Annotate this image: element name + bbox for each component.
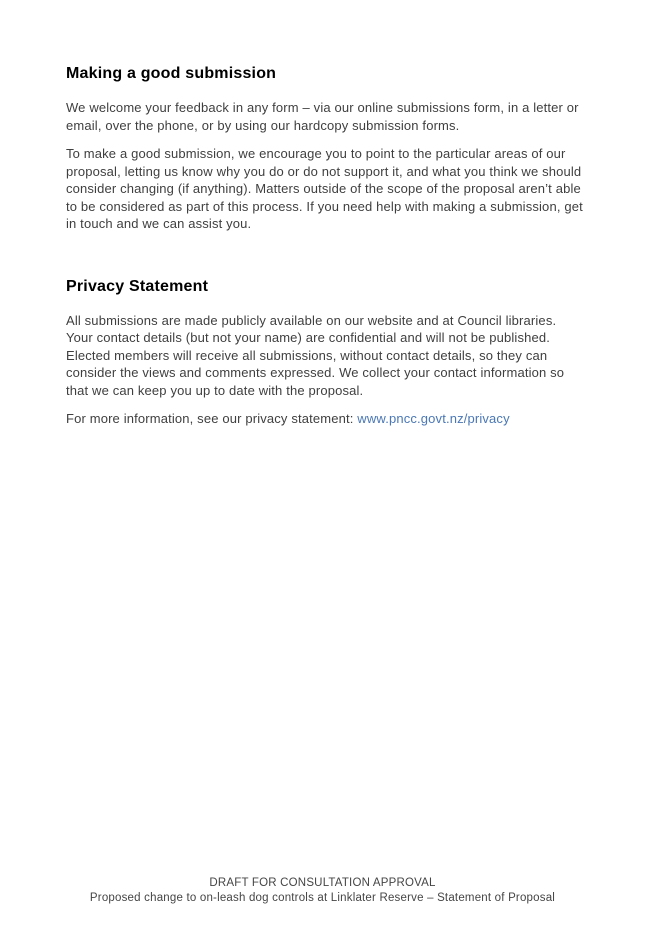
footer-document-title-line: Proposed change to on-leash dog controls at Linklater Reserve – Statement of Proposal — [89, 891, 556, 904]
paragraph-good-submission-guidance: To make a good submission, we encourage you to point to the particular areas of our proposal, letting us know why you do or do not support it, and what you think we should consider changing (if anything). Matters outside of the scope of the proposal aren’t able to be considered as part of this process. If you need help with making a submission, get in touch and we can assist you. — [66, 146, 583, 231]
privacy-statement-link[interactable]: www.pncc.govt.nz/privacy — [357, 411, 510, 426]
more-information-prefix: For more information, see our privacy statement: — [66, 411, 358, 426]
paragraph-submissions-publicity: All submissions are made publicly available on our website and at Council libraries. Your contact details (but not your name) are confidential and will not be published. Elected members will receive all submissions, without contact details, so they can consider the views and comments expressed. We collect your contact information so that we can keep you up to date with the proposal. — [66, 312, 565, 398]
page-content — [66, 64, 586, 428]
paragraph-feedback-forms: We welcome your feedback in any form – via our online submissions form, in a letter or email, over the phone, or by using our hardcopy submission forms. — [66, 100, 579, 133]
section-heading-making-a-good-submission: Making a good submission — [66, 65, 277, 82]
footer-draft-approval-line: DRAFT FOR CONSULTATION APPROVAL — [209, 877, 436, 889]
section-heading-privacy-statement: Privacy Statement — [66, 277, 209, 295]
section-making-a-good-submission — [66, 64, 586, 233]
section-privacy-statement — [66, 277, 586, 428]
paragraph-more-information — [66, 410, 586, 428]
page-footer — [0, 876, 645, 905]
